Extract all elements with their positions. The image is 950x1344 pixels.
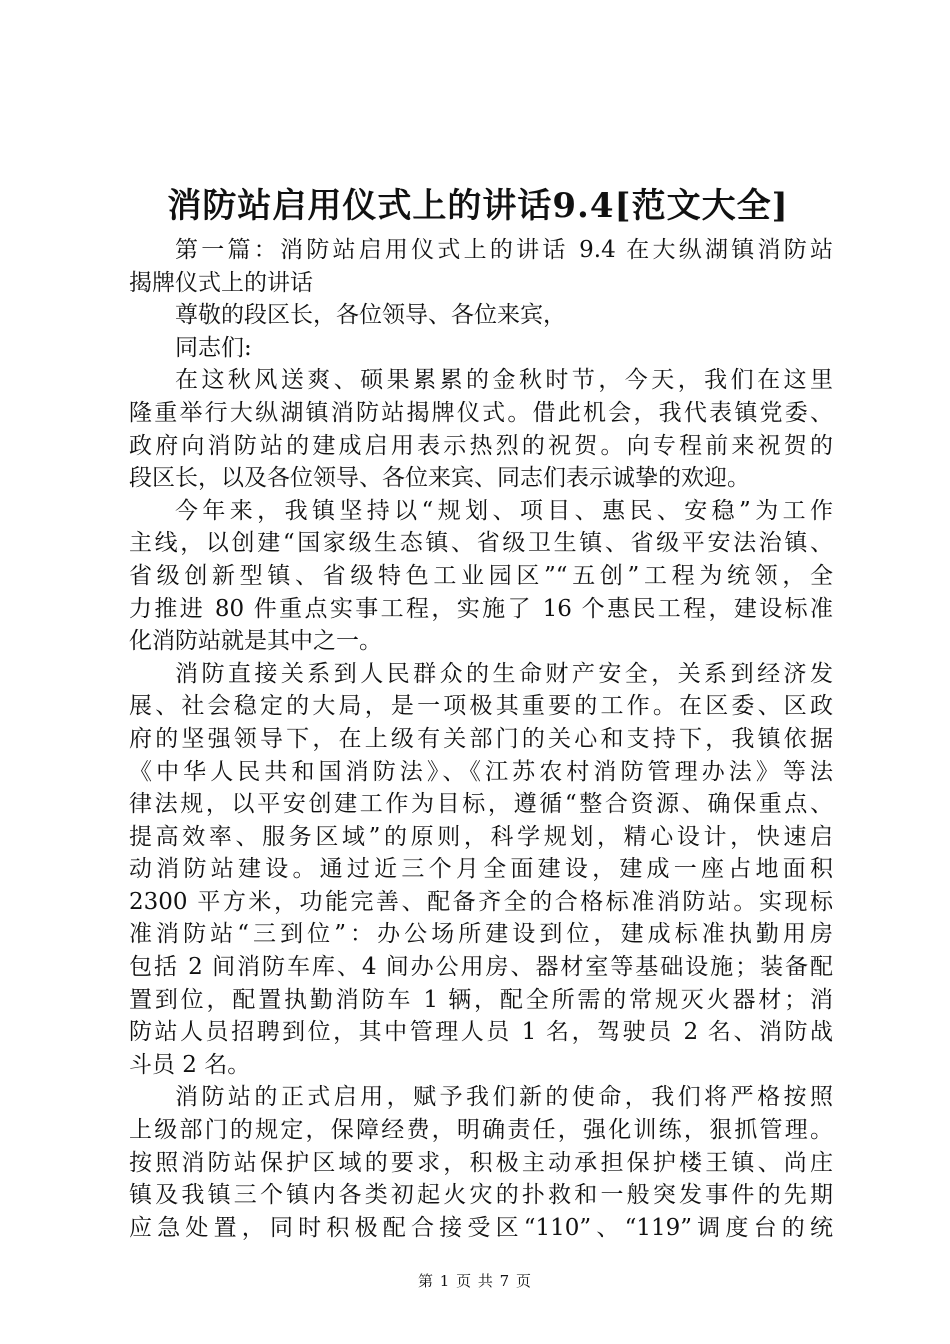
paragraph-line: 省级创新型镇、省级特色工业园区”“五创”工程为统领，全 <box>129 562 833 589</box>
page-number-footer: 第 1 页 共 7 页 <box>418 1272 532 1290</box>
paragraph-line: 按照消防站保护区域的要求，积极主动承担保护楼王镇、尚庄 <box>129 1149 833 1176</box>
paragraph-line: 段区长，以及各位领导、各位来宾、同志们表示诚挚的欢迎。 <box>129 465 750 492</box>
paragraph-line: 第一篇：消防站启用仪式上的讲话 9.4 在大纵湖镇消防站 <box>175 237 833 263</box>
paragraph-line: 应急处置，同时积极配合接受区“110”、“119”调度台的统 <box>129 1214 833 1241</box>
paragraph-line: 揭牌仪式上的讲话 <box>129 269 313 296</box>
paragraph-line: 防站人员招聘到位，其中管理人员 1 名，驾驶员 2 名、消防战 <box>129 1019 833 1046</box>
paragraph-line: 置到位，配置执勤消防车 1 辆，配全所需的常规灭火器材；消 <box>129 986 833 1013</box>
paragraph-line: 同志们: <box>175 334 252 361</box>
paragraph-line: 《中华人民共和国消防法》、《江苏农村消防管理办法》等法 <box>129 758 833 785</box>
paragraph-line: 上级部门的规定，保障经费，明确责任，强化训练，狠抓管理。 <box>129 1117 833 1144</box>
paragraph-line: 2300 平方米，功能完善、配备齐全的合格标准消防站。实现标 <box>129 888 833 915</box>
paragraph-line: 主线，以创建“国家级生态镇、省级卫生镇、省级平安法治镇、 <box>129 530 833 557</box>
paragraph-line: 府的坚强领导下，在上级有关部门的关心和支持下，我镇依据 <box>129 725 833 752</box>
document-title: 消防站启用仪式上的讲话9.4[范文大全] <box>167 186 789 226</box>
paragraph-line: 力推进 80 件重点实事工程，实施了 16 个惠民工程，建设标准 <box>129 595 833 622</box>
paragraph-line: 政府向消防站的建成启用表示热烈的祝贺。向专程前来祝贺的 <box>129 432 833 459</box>
paragraph-line: 隆重举行大纵湖镇消防站揭牌仪式。借此机会，我代表镇党委、 <box>129 399 833 426</box>
paragraph-line: 准消防站“三到位”：办公场所建设到位，建成标准执勤用房 <box>129 921 833 948</box>
paragraph-line: 展、社会稳定的大局，是一项极其重要的工作。在区委、区政 <box>129 693 833 720</box>
paragraph-line: 化消防站就是其中之一。 <box>129 628 382 655</box>
paragraph-line: 提高效率、服务区域”的原则，科学规划，精心设计，快速启 <box>129 823 833 850</box>
paragraph-line: 镇及我镇三个镇内各类初起火灾的扑救和一般突发事件的先期 <box>129 1182 833 1209</box>
paragraph-line: 律法规，以平安创建工作为目标，遵循“整合资源、确保重点、 <box>129 791 833 818</box>
paragraph-line: 斗员 2 名。 <box>129 1051 251 1078</box>
paragraph-line: 在这秋风送爽、硕果累累的金秋时节，今天，我们在这里 <box>175 367 833 394</box>
paragraph-line: 尊敬的段区长，各位领导、各位来宾， <box>175 302 566 329</box>
paragraph-line: 今年来，我镇坚持以“规划、项目、惠民、安稳”为工作 <box>175 497 833 524</box>
paragraph-line: 消防站的正式启用，赋予我们新的使命，我们将严格按照 <box>175 1084 833 1111</box>
paragraph-line: 消防直接关系到人民群众的生命财产安全，关系到经济发 <box>175 660 833 687</box>
paragraph-line: 动消防站建设。通过近三个月全面建设，建成一座占地面积 <box>129 856 833 883</box>
paragraph-line: 包括 2 间消防车库、4 间办公用房、器材室等基础设施；装备配 <box>129 954 833 981</box>
document-body <box>129 234 833 1244</box>
